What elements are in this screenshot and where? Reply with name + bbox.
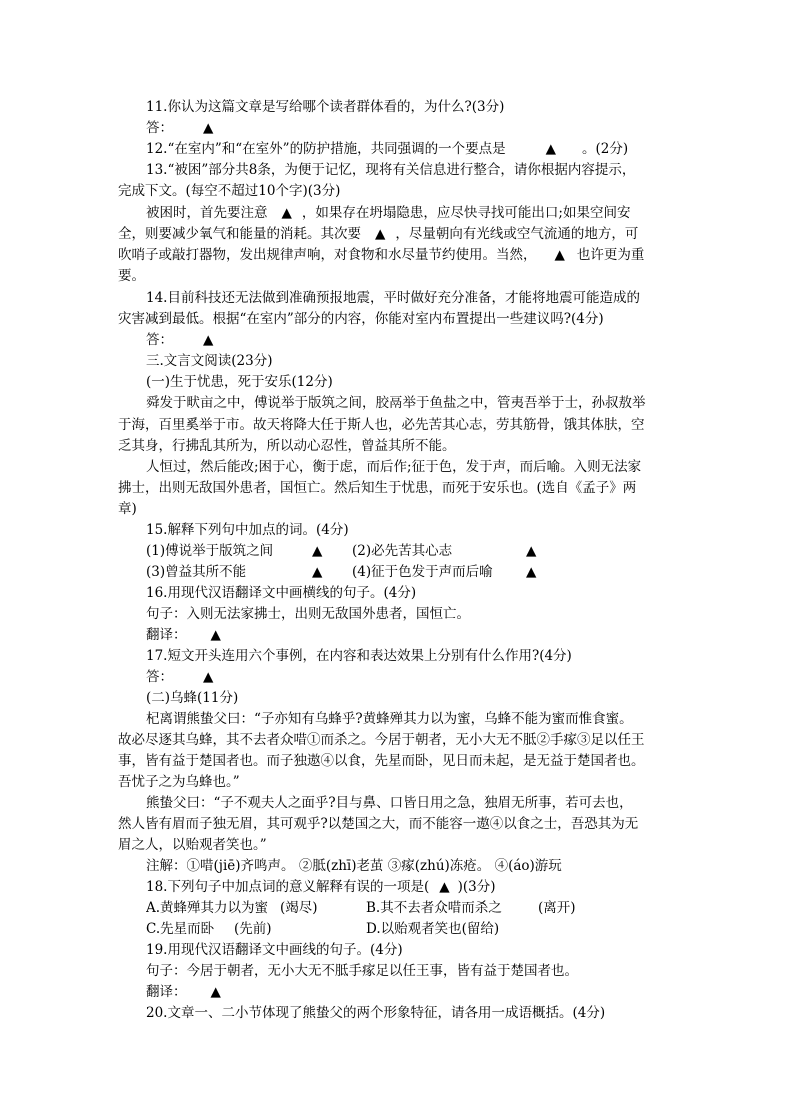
q16-translation	[146, 625, 673, 645]
q13-passage-line3: 吹哨子或敲打器物，发出规律声响，对食物和水尽量节约使用。当然， ▲ 也许更为重	[118, 247, 645, 263]
answer-triangle-icon: ▲	[203, 332, 214, 348]
q15-item4: (4)征于色发于声而后喻	[352, 564, 493, 580]
part1-para2-line1: 人恒过，然后能改;困于心，衡于虑，而后作;征于色，发于声，而后喻。入则无法家	[146, 459, 642, 475]
q18-options-row2	[146, 919, 673, 939]
q13-passage-line1: 被困时，首先要注意 ▲ ，如果存在坍塌隐患，应尽快寻找可能出口;如果空间安	[146, 205, 631, 221]
q20-title: 20.文章一、二小节体现了熊蛰父的两个形象特征，请各用一成语概括。(4分)	[146, 1005, 606, 1021]
q15-items-row1	[146, 541, 673, 561]
blank-triangle-icon: ▲	[526, 543, 537, 559]
q15-items-row2	[146, 562, 673, 582]
answer-label: 答：	[146, 332, 173, 348]
translation-label: 翻译：	[146, 984, 187, 1000]
q14-question-line1: 14.目前科技还无法做到准确预报地震，平时做好充分准备，才能将地震可能造成的	[146, 290, 640, 306]
q13-question-line1: 13.“被困”部分共8条，为便于记忆，现将有关信息进行整合，请你根据内容提示，	[146, 162, 636, 178]
q16-sentence: 句子：入则无法家拂士，出则无敌国外患者，国恒亡。	[146, 606, 470, 622]
q16-title: 16.用现代汉语翻译文中画横线的句子。(4分)	[146, 585, 417, 601]
blank-triangle-icon: ▲	[526, 564, 537, 580]
part2-para1-line2: 故必尽逐其乌蜂，其不去者众唶①而杀之。今居于朝者，无小大无不胝②手瘃③足以任王	[118, 732, 645, 748]
q15-item2: (2)必先苦其心志	[352, 543, 453, 559]
answer-triangle-icon: ▲	[203, 669, 214, 685]
blank-triangle-icon: ▲	[545, 141, 556, 157]
q18-option-a: A.黄蜂殚其力以为蜜	[146, 900, 269, 916]
q18-option-b: B.其不去者众唶而杀之	[366, 900, 502, 916]
q13-passage-line4: 要。	[118, 268, 145, 284]
q15-item3: (3)曾益其所不能	[146, 564, 247, 580]
part2-para2-line3: 眉之人，以贻观者笑也。”	[118, 837, 267, 853]
q18-option-b-gloss: (离开)	[538, 900, 576, 916]
blank-triangle-icon: ▲	[312, 543, 323, 559]
part2-notes: 注解：①唶(jiē)齐鸣声。 ②胝(zhī)老茧 ③瘃(zhú)冻疮。 ④(áo)游玩	[146, 858, 562, 874]
answer-triangle-icon: ▲	[203, 120, 214, 136]
blank-triangle-icon: ▲	[375, 226, 386, 242]
part2-title: (二)乌蜂(11分)	[146, 690, 239, 706]
blank-triangle-icon: ▲	[554, 247, 565, 263]
part1-para1-line3: 乏其身，行拂乱其所为，所以动心忍性，曾益其所不能。	[118, 438, 456, 454]
q11-question: 11.你认为这篇文章是写给哪个读者群体看的，为什么?(3分)	[146, 99, 505, 115]
q18-title: 18.下列句子中加点词的意义解释有误的一项是( ▲ )(3分)	[146, 879, 496, 895]
answer-label: 答：	[146, 669, 173, 685]
q12-score: 。(2分)	[581, 141, 629, 157]
q12-question	[146, 139, 686, 159]
answer-label: 答：	[146, 120, 173, 136]
q18-option-a-gloss: (竭尽)	[280, 900, 318, 916]
part1-para2-line3: 章)	[118, 501, 137, 517]
q19-sentence: 句子：今居于朝者，无小大无不胝手瘃足以任王事，皆有益于楚国者也。	[146, 963, 578, 979]
q13-passage-line2: 全，则要减少氧气和能量的消耗。其次要 ▲ ，尽量朝向有光线或空气流通的地方，可	[118, 226, 639, 242]
blank-triangle-icon: ▲	[312, 564, 323, 580]
q14-answer	[146, 330, 673, 350]
q18-option-c: C.先星而卧	[146, 921, 215, 937]
q11-answer	[146, 118, 673, 138]
q14-question-line2: 灾害减到最低。根据“在室内”部分的内容，你能对室内布置提出一些建议吗?(4分)	[118, 311, 604, 327]
answer-triangle-icon: ▲	[210, 984, 221, 1000]
part1-para1-line1: 舜发于畎亩之中，傅说举于版筑之间，胶鬲举于鱼盐之中，管夷吾举于士，孙叔敖举	[146, 395, 646, 411]
part2-para1-line3: 事，皆有益于楚国者也。而子独遨④以食，先星而卧，见日而未起，是无益于楚国者也。	[118, 753, 645, 769]
part2-para1-line1: 杞离谓熊蛰父曰：“子亦知有乌蜂乎?黄蜂殚其力以为蜜，乌蜂不能为蜜而惟食蜜。	[146, 711, 633, 727]
part1-title: (一)生于忧患，死于安乐(12分)	[146, 374, 333, 390]
section3-heading: 三.文言文阅读(23分)	[146, 353, 273, 369]
part2-para1-line4: 吾忧子之为乌蜂也。”	[118, 774, 240, 790]
part2-para2-line2: 然人皆有眉而子独无眉，其可观乎?以楚国之大，而不能容一遨④以食之士，吾恐其为无	[118, 816, 639, 832]
q17-answer	[146, 667, 673, 687]
q15-title: 15.解释下列句中加点的词。(4分)	[146, 522, 349, 538]
part1-para1-line2: 于海，百里奚举于市。故天将降大任于斯人也，必先苦其心志，劳其筋骨，饿其体肤，空	[118, 417, 645, 433]
translation-label: 翻译：	[146, 627, 187, 643]
blank-triangle-icon: ▲	[439, 879, 450, 895]
q18-options-row1	[146, 898, 673, 918]
q18-option-d: D.以贻观者笑也(留给)	[366, 921, 500, 937]
part2-para2-line1: 熊蛰父曰：“子不观夫人之面乎?目与鼻、口皆日用之急，独眉无所事，若可去也，	[146, 795, 633, 811]
q12-text: 12.“在室内”和“在室外”的防护措施，共同强调的一个要点是	[146, 141, 506, 157]
q17-title: 17.短文开头连用六个事例，在内容和表达效果上分别有什么作用?(4分)	[146, 648, 572, 664]
q19-title: 19.用现代汉语翻译文中画线的句子。(4分)	[146, 942, 403, 958]
answer-triangle-icon: ▲	[210, 627, 221, 643]
part1-para2-line2: 拂士，出则无敌国外患者，国恒亡。然后知生于忧患，而死于安乐也。(选自《孟子》两	[118, 480, 637, 496]
q13-question-line2: 完成下文。(每空不超过10个字)(3分)	[118, 183, 341, 199]
q19-translation	[146, 982, 673, 1002]
q18-option-c-gloss: (先前)	[234, 921, 272, 937]
blank-triangle-icon: ▲	[281, 205, 292, 221]
q15-item1: (1)傅说举于版筑之间	[146, 543, 274, 559]
